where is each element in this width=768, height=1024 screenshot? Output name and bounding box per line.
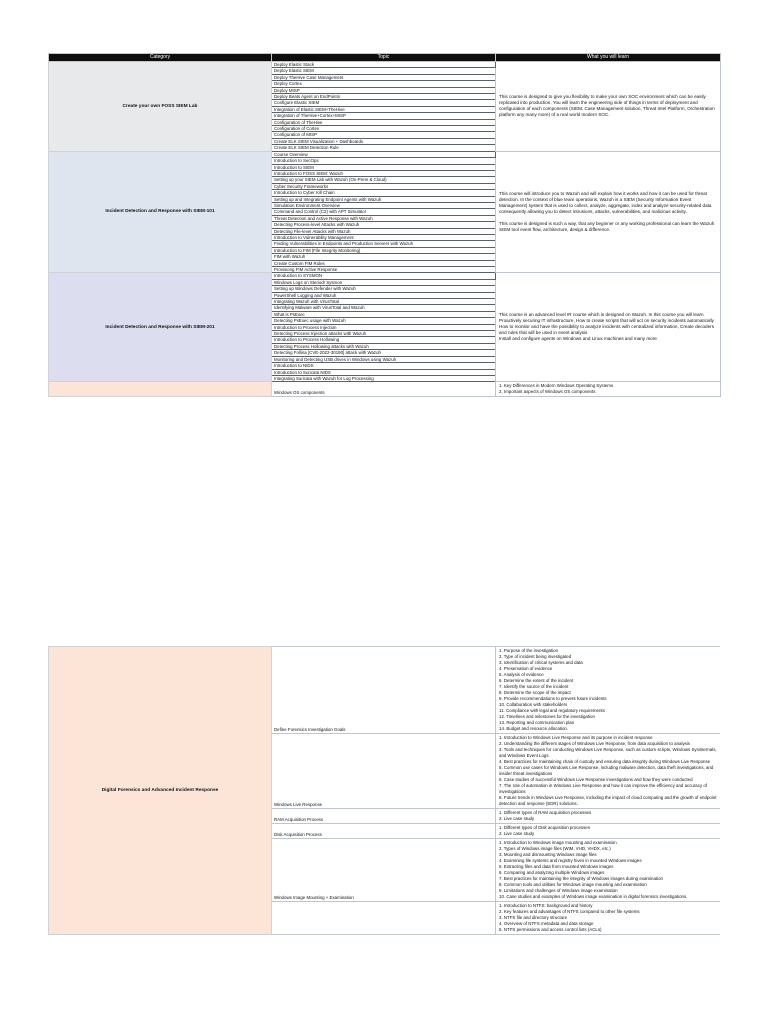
topic-cell: Create Custom FIM Rules bbox=[272, 260, 496, 266]
learn-list-cell bbox=[496, 839, 721, 902]
topic-cell: Deploy Beats Agent on EndPoints bbox=[272, 94, 496, 100]
list-item: 14. Budget and resource allocation. bbox=[499, 726, 569, 731]
topic-cell: Define Forensics Investigation Goals bbox=[272, 647, 496, 734]
topic-cell: Introduction to SIEM bbox=[272, 164, 496, 170]
topic-cell: Integrating Suricata with Wazuh for Log Processing bbox=[272, 375, 496, 381]
topic-cell: Configure Elastic SIEM bbox=[272, 100, 496, 106]
description-paragraph: This course is designed is such a way, that any beginner or any working professional can learn the Wazuh SIEM tool event flow, architecture, design & difference. bbox=[499, 221, 715, 233]
topic-cell: Create ELK SIEM Visualization + Dashboards bbox=[272, 138, 496, 144]
list-item: 8. Future trends in Windows Live Response, including the impact of cloud computing and the growth of endpoint detection and response (EDR) solutions. bbox=[499, 795, 717, 806]
topic-cell: Course Overview bbox=[272, 151, 496, 157]
list-item: 1. Introduction to NTFS: background and history bbox=[499, 903, 593, 908]
list-item: 3. NTFS file and directory structure bbox=[499, 915, 568, 920]
list-item: 2. Important aspects of Windows OS components bbox=[499, 389, 596, 395]
header-topic: Topic bbox=[272, 54, 496, 62]
description-paragraph: This course is an advanced level IR course which is designed on Wazuh. In this course you will learn Proactively securing IT infrastructure, How to create scripts that will act on security incidents automatically How to monitor and have the possibility to analyze incidents with centralized information, Create decoders and rules that will be used in event analysis Install and configure agents on Windows and Linux machines and many more bbox=[499, 312, 714, 342]
topic-cell: Setting up Windows Defender with Wazuh bbox=[272, 286, 496, 292]
topic-cell: Detecting PsExec usage with Wazuh bbox=[272, 318, 496, 324]
topic-cell: Introduction to Suricata NIDS bbox=[272, 369, 496, 375]
list-item: 8. Common tools and utilities for Windows image mounting and examination bbox=[499, 882, 647, 887]
list-item: 2. Live case study bbox=[499, 816, 535, 821]
topic-cell: Windows Logs on Steriod! Sysmon bbox=[272, 279, 496, 285]
category-cell: Create your own FOSS SIEM Lab bbox=[49, 62, 272, 152]
page-1-table-region bbox=[48, 53, 720, 397]
topic-cell: Introduction to Process Injection bbox=[272, 324, 496, 330]
list-item: 5. Analysis of evidence bbox=[499, 672, 544, 677]
description-paragraph: This course will introduce you to Wazuh and will explain how it works and how it can be used for threat detection. In the context of blue team operations, Wazuh is a SIEM (Security Information Event Management) system that is used to collect, analyze, aggregate, index and analyze security-related data consequently allowing you to detect intrusions, attacks, vulnerabilities, and malicious activity. bbox=[499, 191, 712, 215]
category-cell: Incident Detection and Response with SIEM-101 bbox=[49, 151, 272, 273]
topic-cell bbox=[272, 902, 496, 935]
topic-cell: Deploy TheHive Case Management bbox=[272, 74, 496, 80]
topic-cell: Integration of Elastic SIEM+TheHive bbox=[272, 106, 496, 112]
list-item: 8. Determine the scope of the impact bbox=[499, 690, 571, 695]
category-cell: Incident Detection and Response with SIEM-201 bbox=[49, 273, 272, 382]
topic-cell: Introduction to Process Hollowing bbox=[272, 337, 496, 343]
learn-list-cell bbox=[496, 734, 721, 809]
list-item: 1. Introduction to Windows Live Response and its purpose in incident response bbox=[499, 735, 653, 740]
list-item: 1. Different types of Disk acquisition processes bbox=[499, 825, 590, 830]
topic-cell: Integration of TheHive+Cortex+MISP bbox=[272, 113, 496, 119]
list-item: 7. Best practices for maintaining the integrity of Windows images during examination bbox=[499, 876, 663, 881]
list-item: 1. Different types of RAM acquisition processes bbox=[499, 810, 592, 815]
topic-cell: Introduction to Vulnerability Management bbox=[272, 234, 496, 240]
topic-cell: Provisiong FIM Active Response bbox=[272, 267, 496, 273]
topic-cell: Disk Acquisition Process bbox=[272, 824, 496, 839]
list-item: 2. Live case study bbox=[499, 831, 535, 836]
list-item: 3. Mounting and dismounting Windows image files bbox=[499, 852, 597, 857]
list-item: 4. Examining file systems and registry hives in mounted Windows images bbox=[499, 858, 642, 863]
topic-cell: Configuration of Cortex bbox=[272, 126, 496, 132]
page-2-table-region bbox=[48, 646, 720, 1024]
topic-cell: Detecting Follina [CVE-2022-30190] attack with Wazuh bbox=[272, 350, 496, 356]
description-cell bbox=[496, 151, 721, 273]
learn-list-cell bbox=[496, 809, 721, 824]
list-item: 13. Reporting and communication plan bbox=[499, 720, 575, 725]
description-cell bbox=[496, 62, 721, 152]
list-item: 1. Introduction to Windows image mounting and examination bbox=[499, 840, 617, 845]
topic-cell: RAM Acquisition Process bbox=[272, 809, 496, 824]
list-item: 10. Case studies and examples of Windows image examination in digital forensics investigations. bbox=[499, 894, 688, 899]
list-item: 11. Compliance with legal and regulatory requirements bbox=[499, 708, 605, 713]
topic-cell: Deploy Elastic Stack bbox=[272, 62, 496, 68]
list-item: 5. Common use cases for Windows Live Response, including malware detection, data theft investigations, and insider threat investigations bbox=[499, 765, 714, 776]
topic-cell: FIM with Wazuh bbox=[272, 254, 496, 260]
table-row bbox=[49, 647, 721, 734]
topic-cell: Configuration of TheHive bbox=[272, 119, 496, 125]
list-item: 3. Identification of critical systems and data bbox=[499, 660, 583, 665]
list-item: 6. Comparing and analyzing multiple Windows images bbox=[499, 870, 605, 875]
topic-cell: Introduction to SecOps bbox=[272, 158, 496, 164]
learn-list-cell bbox=[496, 647, 721, 734]
topic-cell: What is PsExec bbox=[272, 311, 496, 317]
list-item: 10. Collaboration with stakeholders bbox=[499, 702, 568, 707]
topic-cell: Cyber Security Frameworks bbox=[272, 183, 496, 189]
list-item: 9. Provide recommendations to prevent future incidents bbox=[499, 696, 607, 701]
header-category: Category bbox=[49, 54, 272, 62]
topic-cell: Introduction to NIDS bbox=[272, 363, 496, 369]
topic-cell: Deploy Cortex bbox=[272, 81, 496, 87]
topic-cell: Monitoring and Detecting USB drives in Windows using Wazuh bbox=[272, 356, 496, 362]
topic-cell: Create ELK SIEM Detection Rule bbox=[272, 145, 496, 151]
topic-cell: Setting up your SIEM Lab with Wazuh (On-Prem & Cloud) bbox=[272, 177, 496, 183]
topic-cell: Deploy Elastic SIEM bbox=[272, 68, 496, 74]
course-table bbox=[48, 53, 721, 397]
topic-cell: Simulation Environment Overview bbox=[272, 202, 496, 208]
header-learn: What you will learn bbox=[496, 54, 721, 62]
list-item: 4. Best practices for maintaining chain of custody and ensuring data integrity during Windows Live Response bbox=[499, 759, 711, 764]
category-cell bbox=[49, 382, 272, 397]
list-item: 4. Preservation of evidence bbox=[499, 666, 553, 671]
topic-cell: Detecting Process Injection attacks with Wazuh bbox=[272, 331, 496, 337]
description-paragraph: This course is designed to give you flexibility to make your own SOC environment which can be easily replicated into production. You will learn the engineering side of things in terms of deployment and configuration of each components (SIEM, Case Management solution, Threat Intel Platform, Orchestration platform any many more) of a real world modern SOC. bbox=[499, 94, 715, 118]
learn-list-cell bbox=[496, 382, 721, 397]
list-item: 7. Identify the source of the incident bbox=[499, 684, 569, 689]
topic-cell: Windows OS components bbox=[272, 382, 496, 397]
list-item: 12. Timelines and milestones for the investigation bbox=[499, 714, 595, 719]
topic-cell: Detecting Process Hollowing attacks with Wazuh bbox=[272, 343, 496, 349]
list-item: 2. Types of Windows image files (WIM, VHD, VHDX, etc.) bbox=[499, 846, 611, 851]
list-item: 2. Understanding the different stages of Windows Live Response, from data acquisition to analysis bbox=[499, 741, 691, 746]
topic-cell: Introduction to FOSS SIEM: Wazuh bbox=[272, 170, 496, 176]
description-cell bbox=[496, 273, 721, 382]
topic-cell: Command and Control (C2) with APT Simulator bbox=[272, 209, 496, 215]
topic-cell: Windows Live Response bbox=[272, 734, 496, 809]
topic-cell: Integrating Wazuh with VirusTotal bbox=[272, 299, 496, 305]
list-item: 5. Extracting files and data from mounted Windows images bbox=[499, 864, 614, 869]
topic-cell: Finding Vulnerabilities in Endpoints and Production Servers with Wazuh bbox=[272, 241, 496, 247]
list-item: 2. Key features and advantages of NTFS compared to other file systems bbox=[499, 909, 640, 914]
topic-cell: Setting up and Integrating Endpoint Agents with Wazuh bbox=[272, 196, 496, 202]
list-item: 1. Purpose of the investigation bbox=[499, 648, 559, 653]
list-item: 3. Tools and techniques for conducting Windows Live Response, such as custom scripts, Windows Sysinternals, and Windows Event Logs bbox=[499, 747, 717, 758]
list-item: 6. Case studies of successful Windows Live Response investigations and how they were conducted bbox=[499, 777, 693, 782]
list-item: 6. Determine the extent of the incident bbox=[499, 678, 574, 683]
header-row bbox=[49, 54, 721, 62]
topic-cell: Configuration of MISP bbox=[272, 132, 496, 138]
list-item: 7. The role of automation in Windows Live Response and how it can improve the efficiency and accuracy of investigations bbox=[499, 783, 708, 794]
topic-cell: Detecting File-level Attacks with Wazuh bbox=[272, 228, 496, 234]
list-item: 2. Type of incident being investigated bbox=[499, 654, 572, 659]
list-item: 4. Overview of NTFS metadata and data storage bbox=[499, 921, 594, 926]
forensics-table bbox=[48, 646, 720, 935]
topic-cell: Threat Detection and Active Response with Wazuh bbox=[272, 215, 496, 221]
topic-cell: Windows Image Mounting + Examination bbox=[272, 839, 496, 902]
learn-list-cell bbox=[496, 902, 721, 935]
topic-cell: Identifying Malware with VirusTotal and Wazuh bbox=[272, 305, 496, 311]
topic-cell: Introduction to FIM (File Integrity Monitoring) bbox=[272, 247, 496, 253]
list-item: 9. Limitations and challenges of Windows image examination bbox=[499, 888, 618, 893]
table-row bbox=[49, 382, 721, 397]
list-item: 5. NTFS permissions and access control lists (ACLs) bbox=[499, 927, 602, 932]
topic-cell: Introduction to Cyber Kill Chain bbox=[272, 190, 496, 196]
list-item: 1. Key Differences in Modern Windows Operating Systems bbox=[499, 383, 614, 389]
learn-list-cell bbox=[496, 824, 721, 839]
topic-cell: Introduction to SYSMON bbox=[272, 273, 496, 279]
topic-cell: PowerShell Logging and Wazuh bbox=[272, 292, 496, 298]
topic-cell: Deploy MISP bbox=[272, 87, 496, 93]
topic-cell: Detecting Process-level Attacks with Wazuh bbox=[272, 222, 496, 228]
category-cell: Digital Forensics and Advanced Incident Response bbox=[49, 647, 272, 935]
